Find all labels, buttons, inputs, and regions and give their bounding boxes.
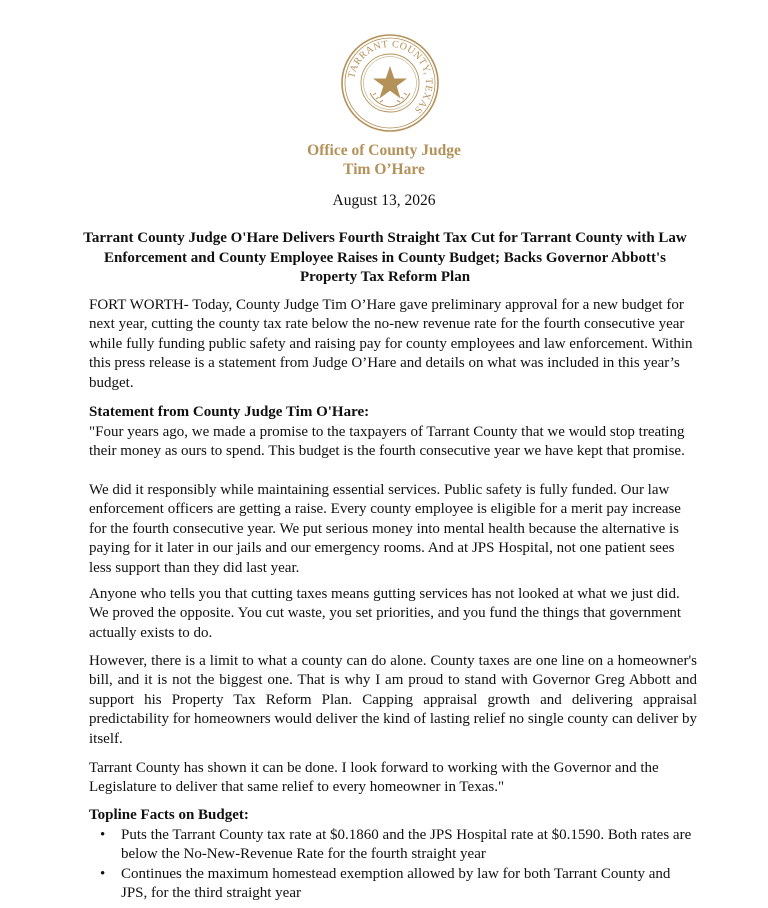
- bullet-icon: •: [100, 865, 106, 882]
- topline-item-text: Continues the maximum homestead exemption allowed by law for both Tarrant County and JPS, for the third straight year: [121, 865, 671, 902]
- topline-list: [89, 826, 697, 904]
- county-seal-logo: [340, 33, 440, 133]
- statement-paragraph: However, there is a limit to what a county can do alone. County taxes are one line on a homeowner's bill, and it is not the biggest one. That is why I am proud to stand with Governor Greg Abbott and support his Property Tax Reform Plan. Capping appraisal growth and delivering appraisal predictability for homeowners would deliver the kind of lasting relief no single county can deliver by itself.: [89, 653, 697, 747]
- statement-paragraph: We did it responsibly while maintaining essential services. Public safety is fully funded. Our law enforcement officers are getting a raise. Every county employee is eligible for a merit pay increase for the fourth consecutive year. We put serious money into mental health because the alternative is paying for it later in our jails and our emergency rooms. And at JPS Hospital, not one patient sees less support than they did last year.: [89, 482, 681, 576]
- release-date: August 13, 2026: [332, 192, 436, 209]
- statement-paragraph: "Four years ago, we made a promise to the taxpayers of Tarrant County that we would stop treating their money as ours to spend. This budget is the fourth consecutive year we have kept that promise.: [89, 424, 685, 460]
- seal-ring-text: TARRANT COUNTY, TEXAS: [346, 38, 435, 116]
- list-item: [89, 865, 697, 904]
- intro-paragraph: FORT WORTH- Today, County Judge Tim O’Hare gave preliminary approval for a new budget for next year, cutting the county tax rate below the no-new revenue rate for the fourth consecutive year while fully funding public safety and raising pay for county employees and law enforcement. Within this press release is a statement from Judge O’Hare and details on what was included in this year’s budget.: [89, 297, 693, 391]
- statement-heading: Statement from County Judge Tim O'Hare:: [89, 404, 370, 420]
- statement-paragraph: Anyone who tells you that cutting taxes means gutting services has not looked at what we just did. We proved the opposite. You cut waste, you set priorities, and you fund the things that government actually exists to do.: [89, 586, 682, 641]
- topline-item-text: Puts the Tarrant County tax rate at $0.1860 and the JPS Hospital rate at $0.1590. Both rates are below the No-New-Revenue Rate for the fourth straight year: [121, 827, 692, 863]
- judge-name: Tim O’Hare: [343, 161, 425, 178]
- office-title: Office of County Judge: [307, 142, 461, 159]
- bullet-icon: •: [100, 827, 106, 843]
- press-release-headline: Tarrant County Judge O'Hare Delivers Fourth Straight Tax Cut for Tarrant County with Law Enforcement and County Employee Raises in County Budget; Backs Governor Abbott's Property Tax Reform Plan: [83, 230, 687, 285]
- statement-paragraph: Tarrant County has shown it can be done. I look forward to working with the Governor and the Legislature to deliver that same relief to every homeowner in Texas.": [89, 760, 659, 796]
- list-item: [89, 826, 697, 865]
- topline-heading: Topline Facts on Budget:: [89, 807, 249, 823]
